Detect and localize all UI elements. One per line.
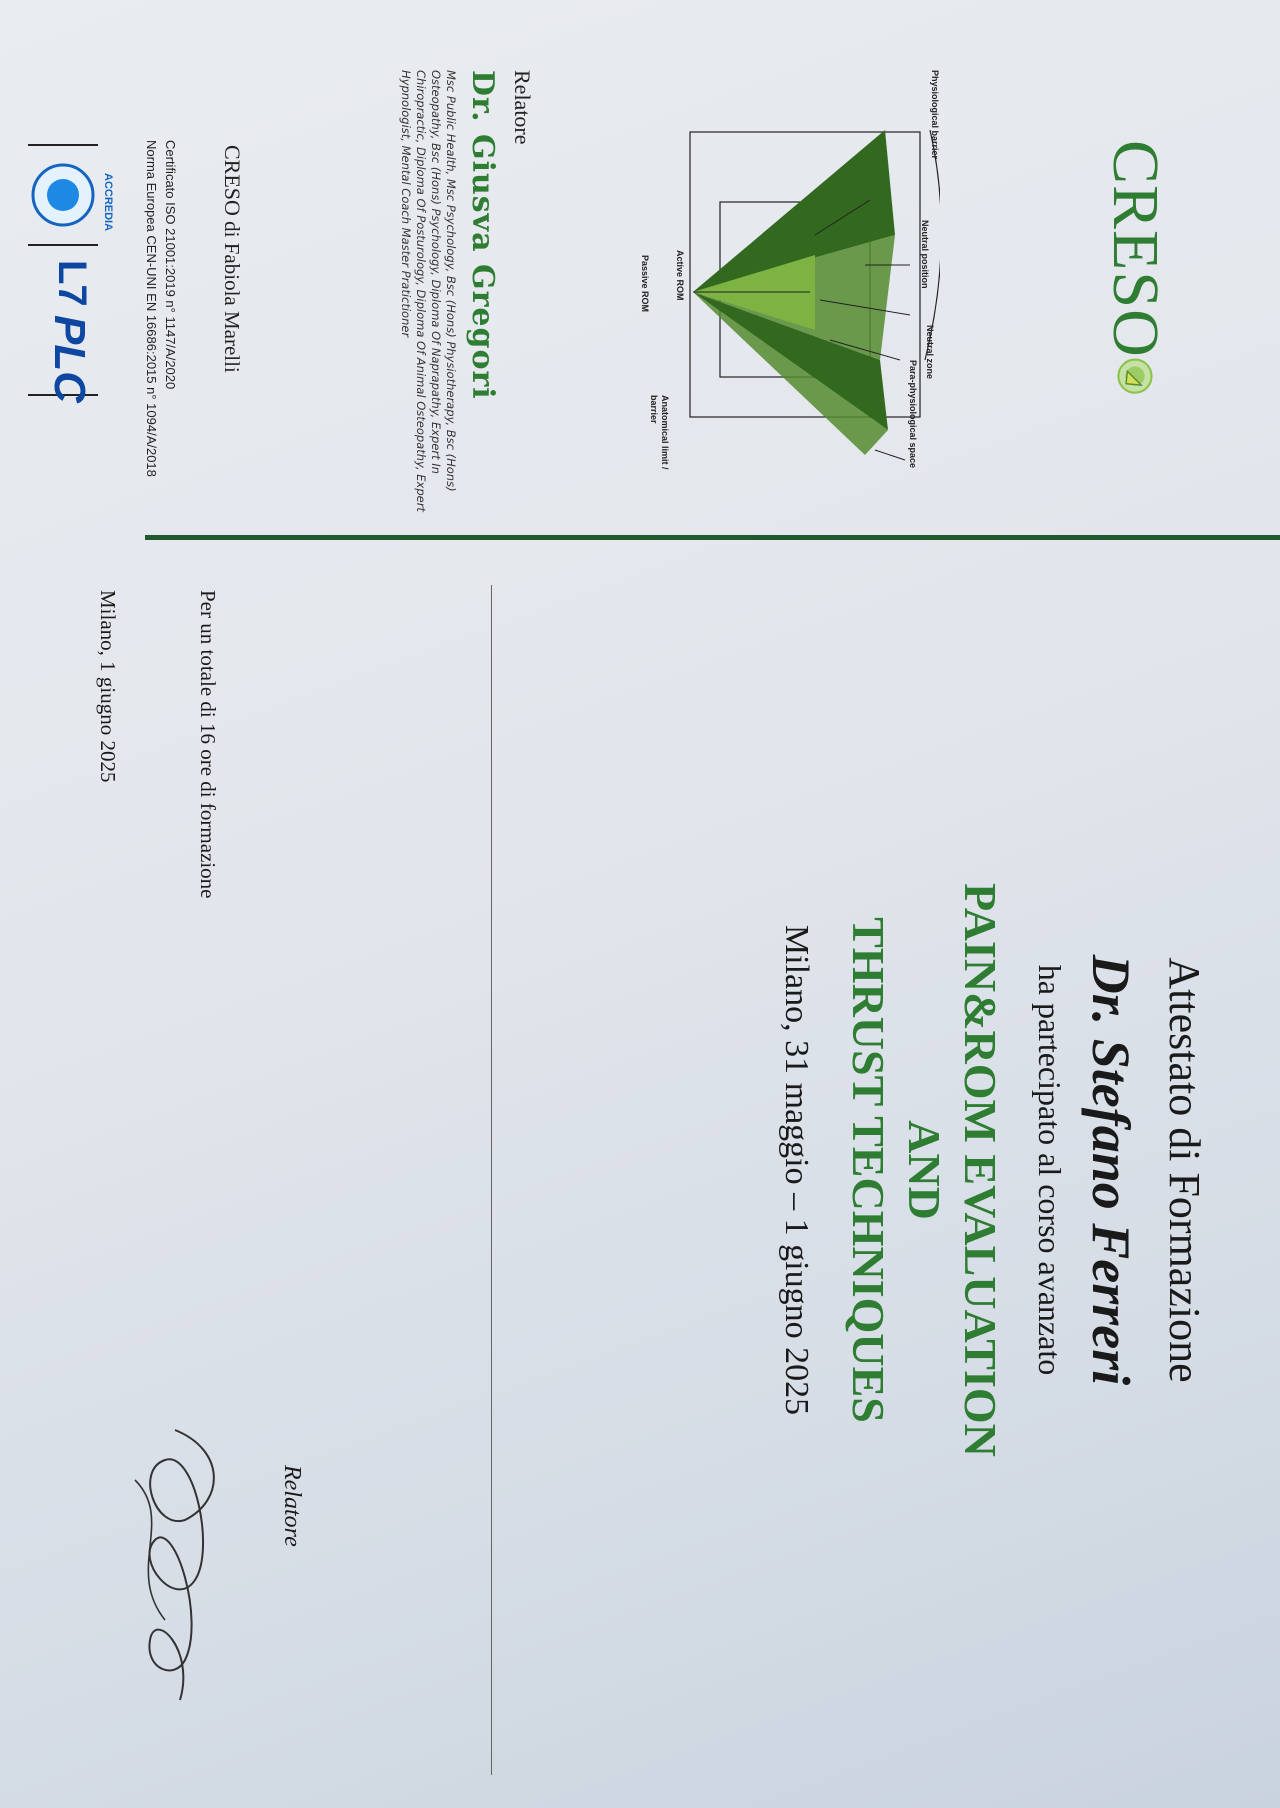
training-hours: Per un totale di 16 ore di formazione (196, 590, 220, 899)
plc-badge-text: PLC (45, 315, 94, 403)
certification-info (142, 140, 180, 477)
vertical-divider (145, 535, 1280, 540)
lecturer-credentials: Msc Public Health, Msc Psychology, Bsc (Hons) Physiotherapy, Bsc (Hons) Osteopathy, Bsc (Hons) Psychology, Diploma Of Naprapathy, Expert In Chiropractic, Diploma Of Posturology, Diploma Of Animal Osteopathy, Expert Hypnologist, Mental Coach Master Pratictioner (399, 70, 458, 512)
creso-logo (1095, 140, 1175, 400)
accredia-badge-text: ACCREDIA (102, 173, 114, 232)
cert-norma: Norma Europea CEN-UNI EN 16686:2015 n° 1094/A/2018 (144, 140, 159, 477)
lecturer-name: Dr. Giusva Gregori (465, 70, 500, 400)
course-title (840, 580, 1008, 1760)
logo-globe-icon (1100, 352, 1170, 400)
course-dates: Milano, 31 maggio – 1 giugno 2025 (778, 924, 815, 1416)
label-anatomical-limit: Anatomical limit / barrier (649, 395, 670, 470)
label-physiological-barrier: Physiological barrier (930, 70, 940, 160)
relatore-label: Relatore (510, 70, 535, 145)
horizontal-rule (491, 585, 492, 1775)
course-title-line1: PAIN&ROM EVALUATION (955, 883, 1006, 1457)
signature-label: Relatore (279, 1465, 305, 1547)
org-name-strong: CRESO (220, 145, 245, 216)
place-and-date: Milano, 1 giugno 2025 (96, 590, 120, 783)
org-suffix: di Fabiola Marelli (220, 215, 244, 373)
cert-iso: Certificato ISO 21001:2019 n° 1147/A/2020 (163, 140, 178, 390)
label-passive-rom: Passive ROM (640, 255, 650, 313)
label-active-rom: Active ROM (675, 250, 685, 301)
participant-name: Dr. Stefano Ferreri (1081, 954, 1141, 1386)
l7-badge-text: L7 (50, 260, 94, 307)
logo-text: CRESO (1099, 140, 1172, 358)
handwritten-signature (115, 1410, 235, 1710)
rom-diagram (630, 60, 940, 500)
label-neutral-position: Neutral position (920, 220, 930, 289)
label-neutral-zone: Neutral zone (925, 325, 935, 380)
course-title-line2: AND (899, 1120, 950, 1220)
participation-text: ha partecipato al corso avanzato (1032, 964, 1068, 1376)
course-title-line3: THRUST TECHNIQUES (843, 917, 894, 1423)
organization-name (219, 145, 245, 373)
certificate-heading: Attestato di Formazione (1160, 957, 1209, 1383)
accreditation-badges (18, 135, 114, 475)
label-para-physiological-space: Para-physiological space (908, 360, 918, 469)
